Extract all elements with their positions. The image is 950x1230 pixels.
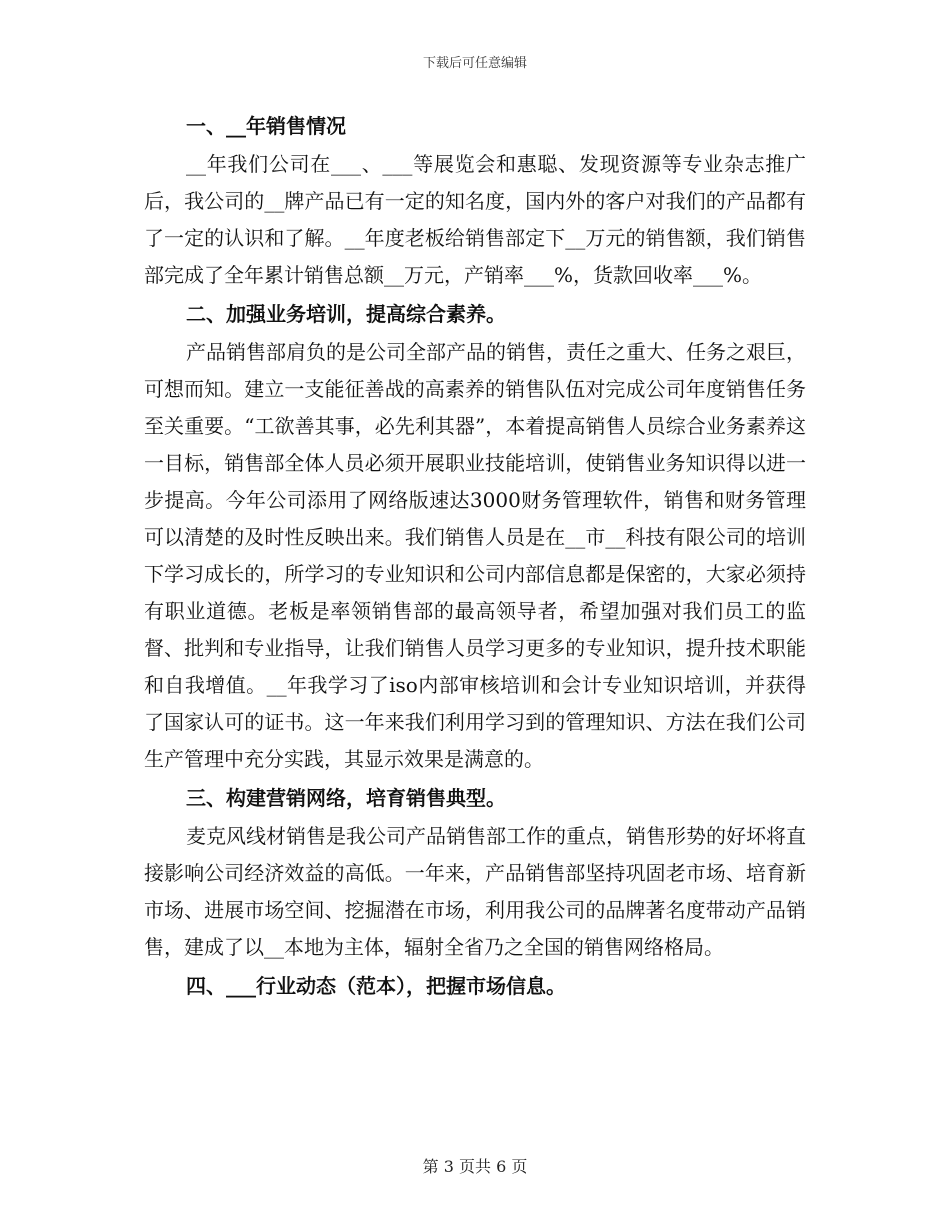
section-3-heading: 三、构建营销网络，培育销售典型。 <box>186 786 506 810</box>
section-1-heading: 一、__年销售情况 <box>186 114 346 138</box>
section-4-heading: 四、___行业动态（范本），把握市场信息。 <box>186 974 566 998</box>
document-body <box>144 106 806 1006</box>
section-2-heading: 二、加强业务培训，提高综合素养。 <box>186 302 506 326</box>
page-footer: 第 3 页共 6 页 <box>422 1157 528 1176</box>
section-3-paragraph: 麦克风线材销售是我公司产品销售部工作的重点，销售形势的好坏将直接影响公司经济效益的高低。一年来，产品销售部坚持巩固老市场、培育新市场、进展市场空间、挖掘潜在市场，利用我公司的品牌著名度带动产品销售，建成了以__本地为主体，辐射全省乃之全国的销售网络格局。 <box>144 824 806 959</box>
section-1-paragraph: __年我们公司在___、___等展览会和惠聪、发现资源等专业杂志推广后，我公司的__牌产品已有一定的知名度，国内外的客户对我们的产品都有了一定的认识和了解。__年度老板给销售部定下__万元的销售额，我们销售部完成了全年累计销售总额__万元，产销率___%，货款回收率___%。 <box>144 152 806 287</box>
section-2-paragraph: 产品销售部肩负的是公司全部产品的销售，责任之重大、任务之艰巨，可想而知。建立一支能征善战的高素养的销售队伍对完成公司年度销售任务至关重要。“工欲善其事，必先利其器”，本着提高销售人员综合业务素养这一目标，销售部全体人员必须开展职业技能培训，使销售业务知识得以进一步提高。今年公司添用了网络版速达3000财务管理软件，销售和财务管理可以清楚的及时性反映出来。我们销售人员是在__市__科技有限公司的培训下学习成长的，所学习的专业知识和公司内部信息都是保密的，大家必须持有职业道德。老板是率领销售部的最高领导者，希望加强对我们员工的监督、批判和专业指导，让我们销售人员学习更多的专业知识，提升技术职能和自我增值。__年我学习了iso内部审核培训和会计专业知识培训，并获得了国家认可的证书。这一年来我们利用学习到的管理知识、方法在我们公司生产管理中充分实践，其显示效果是满意的。 <box>144 340 806 771</box>
page-header: 下载后可任意编辑 <box>422 56 527 71</box>
